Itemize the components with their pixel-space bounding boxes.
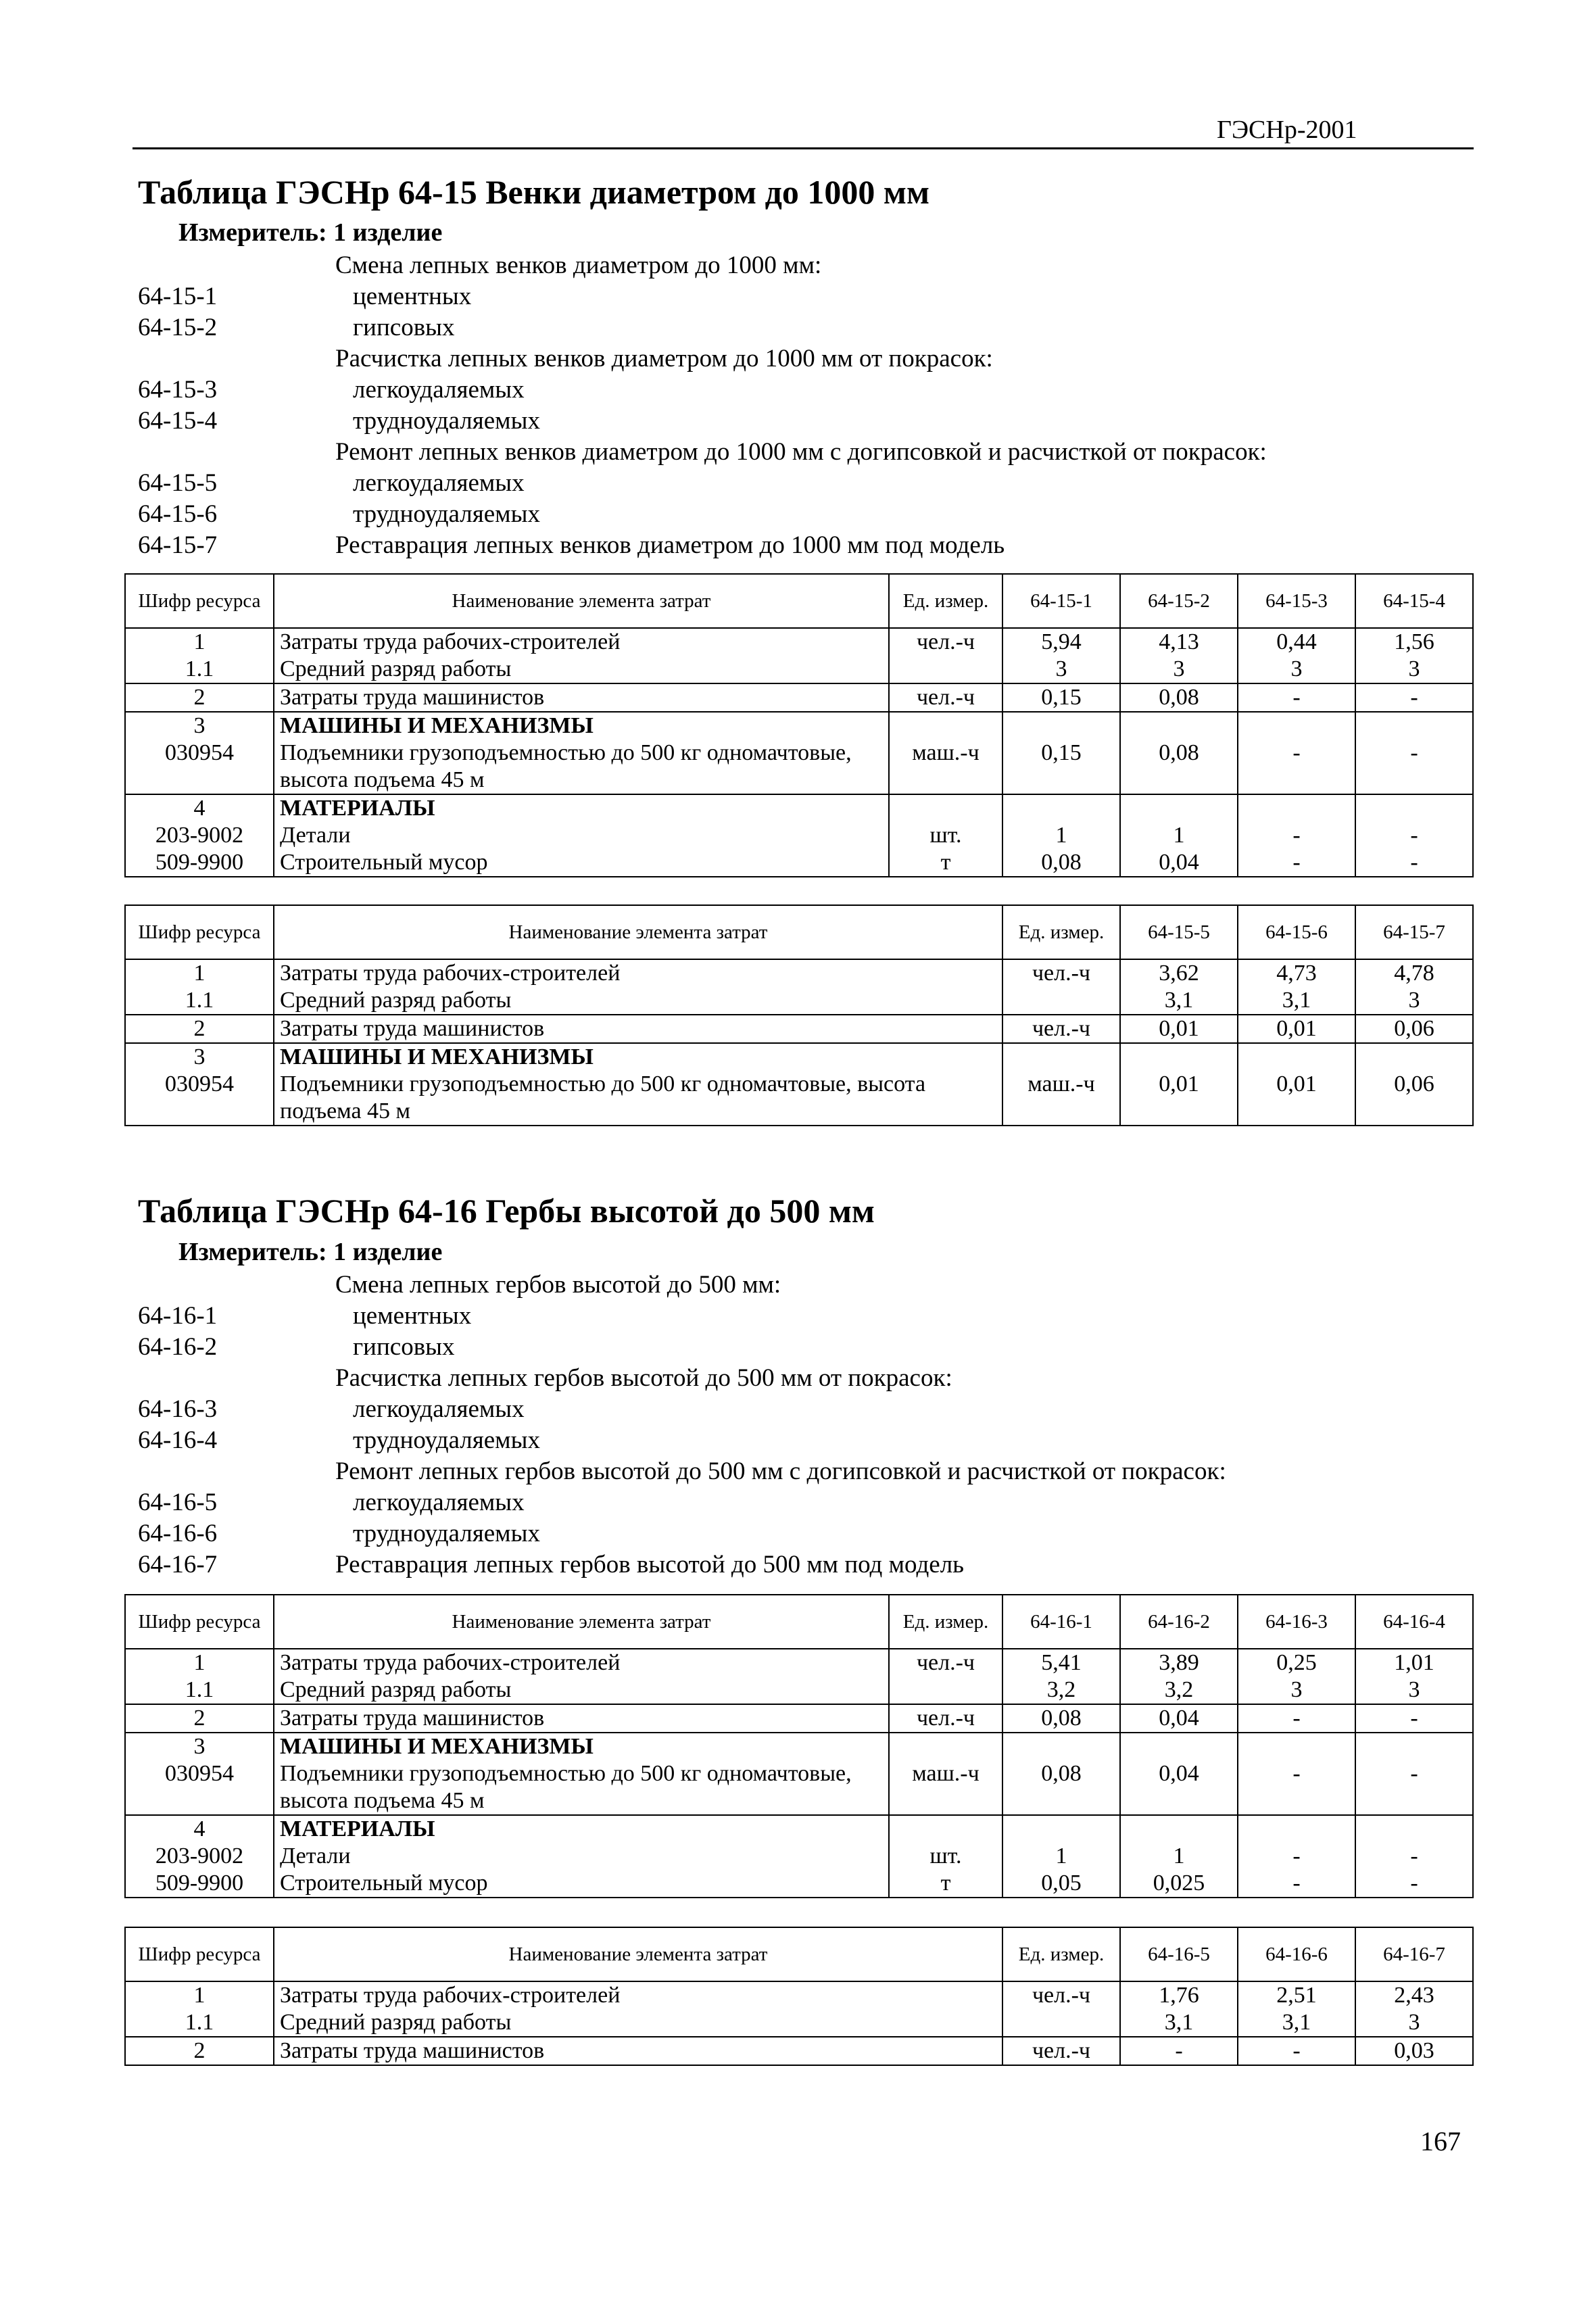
work-group-line: Реставрация лепных венков диаметром до 1000 мм под модель xyxy=(335,531,1005,559)
header-col: 64-15-5 xyxy=(1120,905,1238,959)
value-cell: 0,08 xyxy=(1120,712,1238,794)
cipher-cell: 4 xyxy=(193,796,205,821)
unit-cell: маш.-ч xyxy=(1002,1043,1120,1126)
table-header-row xyxy=(125,1927,1473,1981)
work-code: 64-15-3 xyxy=(138,376,218,404)
cipher-cell: 030954 xyxy=(165,1071,234,1096)
value-cell: 3,2 xyxy=(1046,1677,1076,1702)
value-cell: 4,78 xyxy=(1394,961,1434,986)
work-subitem: трудноудаляемых xyxy=(353,1426,540,1454)
section-heading: МАТЕРИАЛЫ xyxy=(280,796,435,821)
name-cell: Подъемники грузоподъемностью до 500 кг одномачтовые, высота подъема 45 м xyxy=(280,1071,926,1124)
header-col: 64-16-4 xyxy=(1355,1595,1473,1649)
cipher-cell: 2 xyxy=(125,1704,274,1733)
value-cell: 1 xyxy=(1055,823,1067,848)
value-cell: 1 xyxy=(1173,1843,1185,1868)
header-cipher: Шифр ресурса xyxy=(125,1927,274,1981)
header-cipher: Шифр ресурса xyxy=(125,1595,274,1649)
name-cell: Затраты труда рабочих-строителей xyxy=(280,629,621,654)
value-cell: 2,43 xyxy=(1394,1983,1434,2008)
value-cell: 0,08 xyxy=(1120,683,1238,712)
cipher-cell: 1.1 xyxy=(185,2010,214,2035)
table-row xyxy=(125,628,1473,683)
work-code: 64-16-5 xyxy=(138,1489,218,1516)
table-header-row xyxy=(125,905,1473,959)
table-row xyxy=(125,1733,1473,1815)
work-subitem: трудноудаляемых xyxy=(353,407,540,435)
table-row xyxy=(125,959,1473,1015)
header-name: Наименование элемента затрат xyxy=(274,905,1002,959)
table-row xyxy=(125,1815,1473,1898)
value-cell: 0,08 xyxy=(1002,1733,1120,1815)
value-cell: 0,025 xyxy=(1153,1871,1205,1896)
resource-table xyxy=(124,573,1474,877)
value-cell: 0,44 xyxy=(1276,629,1317,654)
measure-unit: Измеритель: 1 изделие xyxy=(178,1238,443,1266)
value-cell: 3,62 xyxy=(1159,961,1199,986)
value-cell: - xyxy=(1292,823,1301,848)
cipher-cell: 2 xyxy=(125,1015,274,1043)
value-cell: 0,04 xyxy=(1159,850,1199,875)
unit-cell: чел.-ч xyxy=(916,1650,975,1675)
value-cell: 0,06 xyxy=(1355,1043,1473,1126)
name-cell: Затраты труда машинистов xyxy=(274,1015,1002,1043)
work-code: 64-16-1 xyxy=(138,1302,218,1330)
name-cell: Затраты труда машинистов xyxy=(274,2037,1002,2065)
value-cell: 1,01 xyxy=(1394,1650,1434,1675)
header-col: 64-15-6 xyxy=(1238,905,1355,959)
unit-cell: чел.-ч xyxy=(1002,2037,1120,2065)
value-cell: - xyxy=(1355,1733,1473,1815)
table-row xyxy=(125,1981,1473,2037)
value-cell: - xyxy=(1355,712,1473,794)
cipher-cell: 030954 xyxy=(165,740,234,765)
name-cell: Подъемники грузоподъемностью до 500 кг одномачтовые, высота подъема 45 м xyxy=(280,1761,852,1813)
value-cell: 3 xyxy=(1290,656,1303,681)
table-row xyxy=(125,712,1473,794)
work-code: 64-15-6 xyxy=(138,500,218,528)
header-col: 64-15-7 xyxy=(1355,905,1473,959)
header-name: Наименование элемента затрат xyxy=(274,1927,1002,1981)
header-col: 64-16-6 xyxy=(1238,1927,1355,1981)
work-group-line: Ремонт лепных гербов высотой до 500 мм с догипсовкой и расчисткой от покрасок: xyxy=(335,1457,1226,1485)
work-code: 64-16-2 xyxy=(138,1333,218,1361)
value-cell: 3 xyxy=(1173,656,1185,681)
cipher-cell: 3 xyxy=(193,1044,205,1069)
work-code: 64-16-6 xyxy=(138,1520,218,1547)
work-subitem: гипсовых xyxy=(353,1333,455,1361)
name-cell: Затраты труда машинистов xyxy=(274,683,889,712)
value-cell: 0,25 xyxy=(1276,1650,1317,1675)
cipher-cell: 1.1 xyxy=(185,656,214,681)
value-cell: - xyxy=(1410,823,1418,848)
unit-cell: маш.-ч xyxy=(889,1733,1002,1815)
work-group-line: Расчистка лепных гербов высотой до 500 мм от покрасок: xyxy=(335,1364,952,1392)
resource-table xyxy=(124,904,1474,1126)
value-cell: - xyxy=(1120,2037,1238,2065)
table-row xyxy=(125,1704,1473,1733)
work-code: 64-16-3 xyxy=(138,1395,218,1423)
table-title: Таблица ГЭСНр 64-15 Венки диаметром до 1000 мм xyxy=(138,173,930,211)
table-row xyxy=(125,683,1473,712)
work-code: 64-16-4 xyxy=(138,1426,218,1454)
work-subitem: цементных xyxy=(353,283,472,310)
cipher-cell: 1 xyxy=(193,1650,205,1675)
cipher-cell: 2 xyxy=(125,683,274,712)
table-header-row xyxy=(125,1595,1473,1649)
table-row xyxy=(125,794,1473,877)
work-code: 64-15-2 xyxy=(138,314,218,341)
value-cell: 0,08 xyxy=(1041,850,1082,875)
name-cell: Строительный мусор xyxy=(280,850,488,875)
work-subitem: легкоудаляемых xyxy=(353,376,525,404)
value-cell: 0,15 xyxy=(1002,683,1120,712)
cipher-cell: 4 xyxy=(193,1816,205,1841)
value-cell: 3 xyxy=(1055,656,1067,681)
cipher-cell: 509-9900 xyxy=(155,850,244,875)
value-cell: 1,56 xyxy=(1394,629,1434,654)
document-code: ГЭСНр-2001 xyxy=(1217,116,1357,144)
value-cell: 0,01 xyxy=(1238,1015,1355,1043)
header-unit: Ед. измер. xyxy=(889,1595,1002,1649)
unit-cell: чел.-ч xyxy=(1032,1983,1091,2008)
name-cell: Строительный мусор xyxy=(280,1871,488,1896)
value-cell: 2,51 xyxy=(1276,1983,1317,2008)
value-cell: 0,01 xyxy=(1120,1015,1238,1043)
value-cell: 0,05 xyxy=(1041,1871,1082,1896)
cipher-cell: 1 xyxy=(193,629,205,654)
value-cell: 3 xyxy=(1290,1677,1303,1702)
unit-cell: маш.-ч xyxy=(889,712,1002,794)
section-heading: МАТЕРИАЛЫ xyxy=(280,1816,435,1841)
name-cell: Средний разряд работы xyxy=(280,1677,512,1702)
value-cell: 0,04 xyxy=(1120,1733,1238,1815)
value-cell: - xyxy=(1238,1733,1355,1815)
value-cell: - xyxy=(1238,2037,1355,2065)
header-col: 64-16-2 xyxy=(1120,1595,1238,1649)
value-cell: 0,06 xyxy=(1355,1015,1473,1043)
value-cell: 4,73 xyxy=(1276,961,1317,986)
value-cell: 3,2 xyxy=(1164,1677,1194,1702)
unit-cell: чел.-ч xyxy=(889,1704,1002,1733)
value-cell: 3,1 xyxy=(1282,2010,1311,2035)
work-subitem: трудноудаляемых xyxy=(353,1520,540,1547)
name-cell: Средний разряд работы xyxy=(280,656,512,681)
unit-cell: шт. xyxy=(929,823,962,848)
unit-cell: т xyxy=(940,1871,951,1896)
work-subitem: гипсовых xyxy=(353,314,455,341)
unit-cell: шт. xyxy=(929,1843,962,1868)
value-cell: 0,15 xyxy=(1002,712,1120,794)
value-cell: - xyxy=(1292,850,1301,875)
cipher-cell: 1.1 xyxy=(185,1677,214,1702)
name-cell: Средний разряд работы xyxy=(280,988,512,1013)
work-group-line: Расчистка лепных венков диаметром до 1000 мм от покрасок: xyxy=(335,345,993,372)
value-cell: 5,94 xyxy=(1041,629,1082,654)
unit-cell: чел.-ч xyxy=(1032,961,1091,986)
cipher-cell: 203-9002 xyxy=(155,823,244,848)
work-subitem: легкоудаляемых xyxy=(353,1489,525,1516)
cipher-cell: 1.1 xyxy=(185,988,214,1013)
value-cell: 1,76 xyxy=(1159,1983,1199,2008)
cipher-cell: 509-9900 xyxy=(155,1871,244,1896)
name-cell: Затраты труда машинистов xyxy=(274,1704,889,1733)
unit-cell: чел.-ч xyxy=(889,683,1002,712)
unit-cell: чел.-ч xyxy=(916,629,975,654)
value-cell: 3,89 xyxy=(1159,1650,1199,1675)
header-col: 64-16-3 xyxy=(1238,1595,1355,1649)
header-col: 64-16-7 xyxy=(1355,1927,1473,1981)
value-cell: 3 xyxy=(1408,1677,1420,1702)
work-subitem: легкоудаляемых xyxy=(353,1395,525,1423)
work-subitem: трудноудаляемых xyxy=(353,500,540,528)
table-row xyxy=(125,1649,1473,1704)
value-cell: 0,01 xyxy=(1120,1043,1238,1126)
table-row xyxy=(125,1043,1473,1126)
work-code: 64-15-5 xyxy=(138,469,218,497)
section-heading: МАШИНЫ И МЕХАНИЗМЫ xyxy=(280,1044,594,1069)
cipher-cell: 3 xyxy=(193,1734,205,1759)
value-cell: 3,1 xyxy=(1282,988,1311,1013)
header-unit: Ед. измер. xyxy=(1002,905,1120,959)
value-cell: - xyxy=(1292,1843,1301,1868)
work-group-line: Смена лепных венков диаметром до 1000 мм: xyxy=(335,251,822,279)
value-cell: 3,1 xyxy=(1164,988,1194,1013)
value-cell: 4,13 xyxy=(1159,629,1199,654)
header-cipher: Шифр ресурса xyxy=(125,574,274,628)
value-cell: 5,41 xyxy=(1041,1650,1082,1675)
measure-unit: Измеритель: 1 изделие xyxy=(178,218,443,247)
value-cell: - xyxy=(1238,1704,1355,1733)
resource-table xyxy=(124,1927,1474,2066)
work-code: 64-16-7 xyxy=(138,1551,218,1578)
value-cell: 1 xyxy=(1173,823,1185,848)
value-cell: - xyxy=(1355,683,1473,712)
value-cell: 3 xyxy=(1408,656,1420,681)
table-header-row xyxy=(125,574,1473,628)
value-cell: - xyxy=(1410,850,1418,875)
header-col: 64-15-3 xyxy=(1238,574,1355,628)
section-heading: МАШИНЫ И МЕХАНИЗМЫ xyxy=(280,713,594,738)
work-group-line: Реставрация лепных гербов высотой до 500 мм под модель xyxy=(335,1551,965,1578)
cipher-cell: 1 xyxy=(193,961,205,986)
work-group-line: Ремонт лепных венков диаметром до 1000 мм с догипсовкой и расчисткой от покрасок: xyxy=(335,438,1267,466)
work-subitem: цементных xyxy=(353,1302,472,1330)
cipher-cell: 030954 xyxy=(165,1761,234,1786)
page-number: 167 xyxy=(1420,2126,1461,2156)
value-cell: 3 xyxy=(1408,2010,1420,2035)
value-cell: - xyxy=(1238,712,1355,794)
name-cell: Затраты труда рабочих-строителей xyxy=(280,1983,621,2008)
header-name: Наименование элемента затрат xyxy=(274,574,889,628)
work-group-line: Смена лепных гербов высотой до 500 мм: xyxy=(335,1271,781,1299)
work-code: 64-15-7 xyxy=(138,531,218,559)
value-cell: - xyxy=(1355,1704,1473,1733)
value-cell: 0,01 xyxy=(1238,1043,1355,1126)
cipher-cell: 203-9002 xyxy=(155,1843,244,1868)
name-cell: Подъемники грузоподъемностью до 500 кг одномачтовые, высота подъема 45 м xyxy=(280,740,852,792)
value-cell: 3,1 xyxy=(1164,2010,1194,2035)
value-cell: 0,03 xyxy=(1355,2037,1473,2065)
table-row xyxy=(125,2037,1473,2065)
header-col: 64-15-4 xyxy=(1355,574,1473,628)
work-code: 64-15-1 xyxy=(138,283,218,310)
header-cipher: Шифр ресурса xyxy=(125,905,274,959)
name-cell: Средний разряд работы xyxy=(280,2010,512,2035)
value-cell: - xyxy=(1292,1871,1301,1896)
header-name: Наименование элемента затрат xyxy=(274,1595,889,1649)
name-cell: Затраты труда рабочих-строителей xyxy=(280,961,621,986)
header-col: 64-15-1 xyxy=(1002,574,1120,628)
cipher-cell: 1 xyxy=(193,1983,205,2008)
value-cell: 0,08 xyxy=(1002,1704,1120,1733)
value-cell: 1 xyxy=(1055,1843,1067,1868)
value-cell: - xyxy=(1238,683,1355,712)
name-cell: Детали xyxy=(280,823,351,848)
header-col: 64-15-2 xyxy=(1120,574,1238,628)
name-cell: Детали xyxy=(280,1843,351,1868)
cipher-cell: 3 xyxy=(193,713,205,738)
header-rule xyxy=(132,147,1474,149)
section-heading: МАШИНЫ И МЕХАНИЗМЫ xyxy=(280,1734,594,1759)
header-col: 64-16-1 xyxy=(1002,1595,1120,1649)
unit-cell: чел.-ч xyxy=(1002,1015,1120,1043)
name-cell: Затраты труда рабочих-строителей xyxy=(280,1650,621,1675)
unit-cell: т xyxy=(940,850,951,875)
value-cell: - xyxy=(1410,1871,1418,1896)
header-unit: Ед. измер. xyxy=(889,574,1002,628)
value-cell: 3 xyxy=(1408,988,1420,1013)
resource-table xyxy=(124,1594,1474,1898)
table-title: Таблица ГЭСНр 64-16 Гербы высотой до 500 мм xyxy=(138,1192,875,1230)
header-unit: Ед. измер. xyxy=(1002,1927,1120,1981)
work-subitem: легкоудаляемых xyxy=(353,469,525,497)
cipher-cell: 2 xyxy=(125,2037,274,2065)
value-cell: - xyxy=(1410,1843,1418,1868)
table-row xyxy=(125,1015,1473,1043)
header-col: 64-16-5 xyxy=(1120,1927,1238,1981)
work-code: 64-15-4 xyxy=(138,407,218,435)
value-cell: 0,04 xyxy=(1120,1704,1238,1733)
